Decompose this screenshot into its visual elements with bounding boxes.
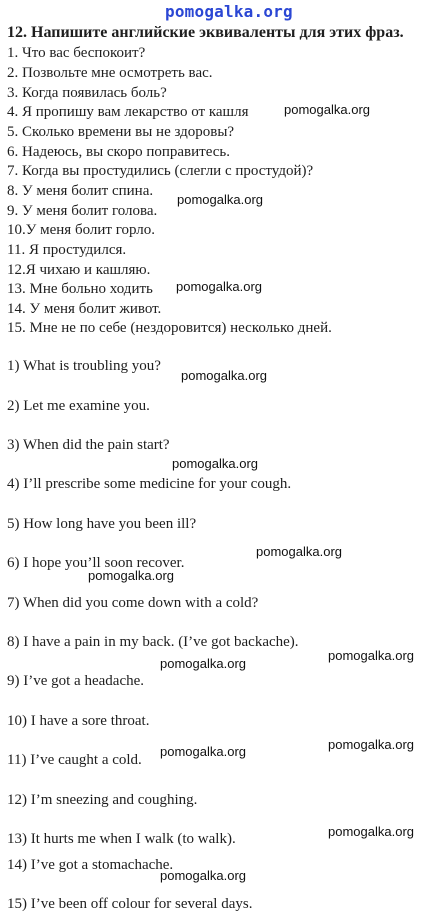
english-answer: 3) When did the pain start? <box>7 437 170 453</box>
english-answer: 7) When did you come down with a cold? <box>7 595 259 611</box>
russian-phrase: 6. Надеюсь, вы скоро поправитесь. <box>7 144 230 160</box>
english-answer: 2) Let me examine you. <box>7 398 150 414</box>
site-watermark: pomogalka.org <box>328 824 414 839</box>
english-answer: 5) How long have you been ill? <box>7 516 197 532</box>
english-answer: 15) I’ve been off colour for several days. <box>7 896 253 912</box>
russian-phrase: 9. У меня болит голова. <box>7 203 158 219</box>
site-watermark: pomogalka.org <box>160 868 246 883</box>
russian-phrase: 13. Мне больно ходить <box>7 281 153 297</box>
russian-phrase: 2. Позвольте мне осмотреть вас. <box>7 65 213 81</box>
russian-phrase: 4. Я пропишу вам лекарство от кашля <box>7 104 249 120</box>
site-watermark-top: pomogalka.org <box>165 2 293 21</box>
english-answer: 8) I have a pain in my back. (I’ve got backache). <box>7 634 299 650</box>
english-answer: 13) It hurts me when I walk (to walk). <box>7 831 236 847</box>
site-watermark: pomogalka.org <box>160 744 246 759</box>
site-watermark: pomogalka.org <box>328 648 414 663</box>
site-watermark: pomogalka.org <box>256 544 342 559</box>
russian-phrase: 7. Когда вы простудились (слегли с простудой)? <box>7 163 314 179</box>
russian-phrase: 3. Когда появилась боль? <box>7 85 167 101</box>
russian-phrase: 10.У меня болит горло. <box>7 222 156 238</box>
russian-phrase: 14. У меня болит живот. <box>7 301 162 317</box>
russian-phrase: 8. У меня болит спина. <box>7 183 154 199</box>
russian-phrase: 12.Я чихаю и кашляю. <box>7 262 151 278</box>
site-watermark: pomogalka.org <box>176 279 262 294</box>
site-watermark: pomogalka.org <box>172 456 258 471</box>
site-watermark: pomogalka.org <box>88 568 174 583</box>
site-watermark: pomogalka.org <box>328 737 414 752</box>
english-answer: 14) I’ve got a stomachache. <box>7 857 174 873</box>
russian-phrase: 1. Что вас беспокоит? <box>7 45 146 61</box>
exercise-heading: 12. Напишите английские эквиваленты для этих фраз. <box>7 24 404 41</box>
english-answer: 4) I’ll prescribe some medicine for your cough. <box>7 476 292 492</box>
english-answer: 6) I hope you’ll soon recover. <box>7 555 185 571</box>
russian-phrase: 15. Мне не по себе (нездоровится) несколько дней. <box>7 320 332 336</box>
english-answer: 10) I have a sore throat. <box>7 713 150 729</box>
site-watermark: pomogalka.org <box>181 368 267 383</box>
site-watermark: pomogalka.org <box>177 192 263 207</box>
russian-phrase: 5. Сколько времени вы не здоровы? <box>7 124 235 140</box>
english-answer: 1) What is troubling you? <box>7 358 161 374</box>
english-answer: 9) I’ve got a headache. <box>7 673 145 689</box>
site-watermark: pomogalka.org <box>284 102 370 117</box>
site-watermark: pomogalka.org <box>160 656 246 671</box>
english-answer: 12) I’m sneezing and coughing. <box>7 792 198 808</box>
russian-phrase: 11. Я простудился. <box>7 242 127 258</box>
english-answer: 11) I’ve caught a cold. <box>7 752 142 768</box>
